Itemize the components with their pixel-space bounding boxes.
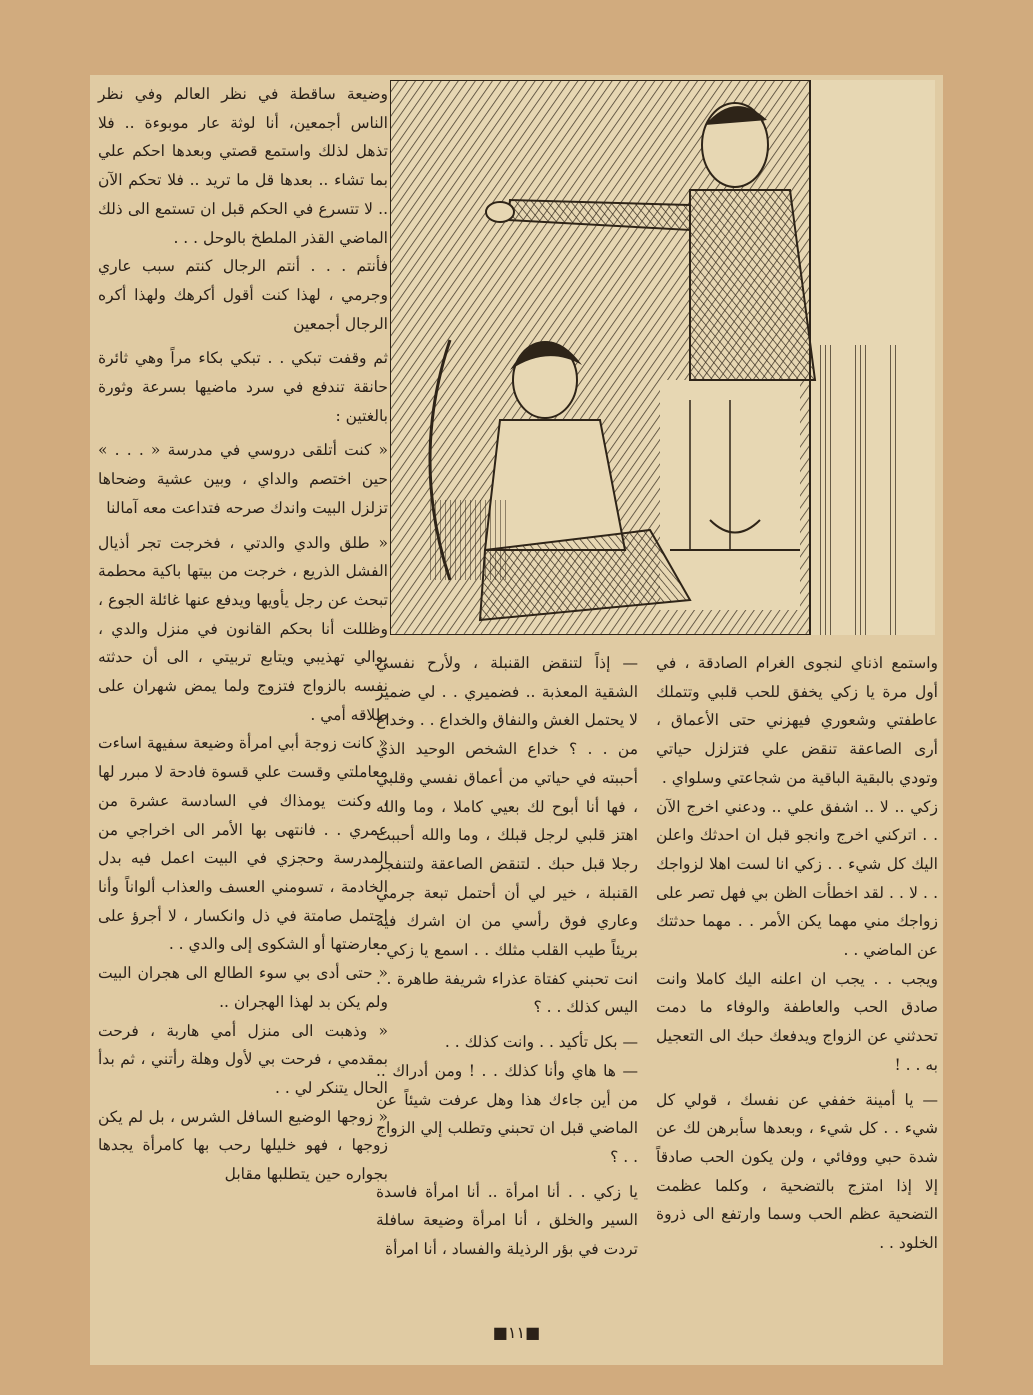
paragraph: « كنت أتلقى دروسي في مدرسة « . . . » حين اختصم والداي ، وبين عشية وضحاها تزلزل البيت واندك صرحه فتداعت معه آمالنا: [98, 441, 388, 517]
paragraph: زكي .. لا .. اشفق علي .. ودعني اخرج الآن . . اتركني اخرج وانجو قبل ان احدثك واعلن اليك كل شيء . . زكي انا لست اهلا لزواجك . . لا . . لقد اخطأت الظن بي فهل تصر على زواجك مني مهما يكن الأمر . . مهما حدثتك عن الماضي . .: [656, 797, 938, 960]
text-column-lower-right: [656, 649, 938, 1258]
sketch-illustration: [390, 80, 935, 635]
paragraph: — بكل تأكيد . . وانت كذلك . .: [444, 1033, 638, 1052]
paragraph: « زوجها الوضيع السافل الشرس ، بل لم يكن زوجها ، فهو خليلها رحب بها كامرأة يجدها بجواره حين يتطلبها مقابل: [98, 1107, 388, 1184]
paragraph: واستمع اذناي لنجوى الغرام الصادقة ، في أول مرة يا زكي يخفق للحب قلبي وتتملك عاطفتي وشعوري فيهزني حتى الأعماق ، أرى الصاعقة تنقض علي فتزلزل حياتي وتودي بالبقية الباقية من شجاعتي وسلواي .: [656, 654, 938, 787]
paragraph: ثم وقفت تبكي . . تبكي بكاء مراً وهي ثائرة حانقة تندفع في سرد ماضيها بسرعة وثورة بالغتين :: [98, 349, 388, 425]
paragraph: « وذهبت الى منزل أمي هاربة ، فرحت بمقدمي ، فرحت بي لأول وهلة رأتني ، ثم بدأ الحال يتنكر لي . .: [98, 1021, 388, 1097]
text-column-lower-middle: [376, 649, 638, 1264]
illustration-man-and-weeping-woman: [390, 80, 935, 635]
paragraph: ويجب . . يجب ان اعلنه اليك كاملا وانت صادق الحب والعاطفة والوفاء ما دمت تحدثني عن الزواج ويدفعك حبك الى التعجيل به . . !: [656, 969, 938, 1074]
magazine-page: [90, 75, 943, 1365]
paragraph: « كانت زوجة أبي امرأة وضيعة سفيهة اساءت معاملتي وقست علي قسوة فادحة لا مبرر لها ، وكنت يومذاك في السادسة عشرة من عمري . . فانتهى بها الأمر الى اخراجي من المدرسة وحجزي في البيت اعمل فيه بدل الخادمة ، تسومني العسف والعذاب ألواناً وأنا احتمل صامتة في ذل وانكسار ، لا أجرؤ على معارضتها أو الشكوى إلى والدي . .: [98, 734, 388, 954]
page-number: ■١١■: [492, 1323, 541, 1342]
paragraph: — يا أمينة خففي عن نفسك ، قولي كل شيء . . كل شيء ، وبعدها سأبرهن لك عن شدة حبي ووفائي ، ولن يكون الحب صادقاً إلا إذا امتزج بالتضحية ، وكلما عظمت التضحية عظم الحب وسما وارتفع الى ذروة الخلود . .: [656, 1090, 938, 1253]
paragraph: فأنتم . . . أنتم الرجال كنتم سبب عاري وجرمي ، لهذا كنت أقول أكرهك ولهذا أكره الرجال أجمعين: [98, 257, 388, 333]
text-column-upper-left: [98, 80, 388, 1189]
paragraph: — إذاً لتنقض القنبلة ، ولأرح نفسي الشقية المعذبة .. فضميري . . لي ضمير لا يحتمل الغش والنفاق والخداع . . وخداع من . . ؟ خداع الشخص الوحيد الذي أحببته في حياتي من أعماق نفسي وقلبي ، فها أنا أبوح لك بعيي كاملا ، وما والله اهتز قلبي لرجل قبلك ، وما والله أحببت رجلا قبل حبك . لتنقض الصاعقة ولتنفجر القنبلة ، خير لي أن أحتمل تبعة جرمي وعاري فوق رأسي من ان اشرك فيه بريئاً طيب القلب مثلك . . اسمع يا زكي . انت تحبني كفتاة عذراء شريفة طاهرة . . اليس كذلك . . ؟: [376, 654, 638, 1017]
paragraph: « حتى أدى بي سوء الطالع الى هجران البيت ولم يكن بد لهذا الهجران ..: [98, 964, 388, 1011]
paragraph: يا زكي . . أنا امرأة .. أنا امرأة فاسدة السير والخلق ، أنا امرأة وضيعة سافلة تردت في بؤر الرذيلة والفساد ، أنا امرأة: [376, 1182, 638, 1259]
paragraph: — ها هاي وأنا كذلك . . ! ومن أدراك .. من أين جاءك هذا وهل عرفت شيئاً عن الماضي قبل ان تحبني وتطلب إلي الزواج . . ؟: [376, 1061, 638, 1166]
paragraph: وضيعة ساقطة في نظر العالم وفي نظر الناس أجمعين، أنا لوثة عار موبوءة .. فلا تذهل لذلك واستمع قصتي وبعدها احكم علي بما تشاء .. بعدها قل ما تريد .. فلا تحكم الآن .. لا تتسرع في الحكم قبل ان تستمع الى ذلك الماضي القذر الملطخ بالوحل . . .: [98, 85, 388, 247]
paragraph: « طلق والدي والدتي ، فخرجت تجر أذيال الفشل الذريع ، خرجت من بيتها باكية محطمة تبحث عن رجل يأويها ويدفع عنها غائلة الجوع ، وظللت أنا بحكم القانون في منزل والدي ، يوالي تهذيبي ويتابع تربيتي ، الى أن حدثته نفسه بالزواج فتزوج ولما يمض شهران على طلاقه أمي .: [98, 533, 388, 724]
